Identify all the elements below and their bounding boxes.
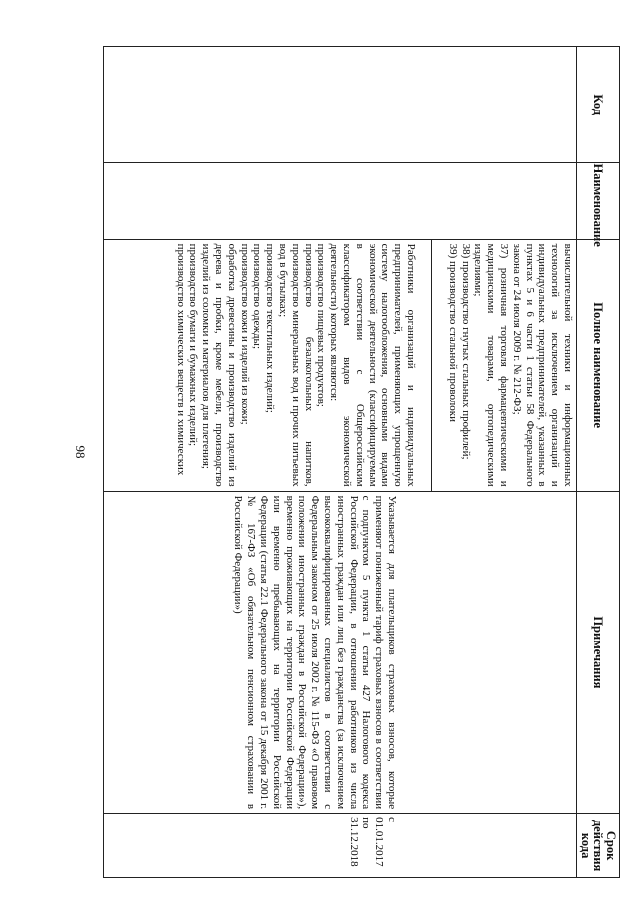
cell-validity [104, 814, 577, 878]
row-divider [431, 240, 432, 491]
full-name-text: производство кожи и изделий из кожи; [238, 243, 251, 425]
cell-full-name [104, 239, 577, 491]
full-name-text: производство безалкогольных напитков, производство минеральных вод и прочих питьевых вод в бутылках; [277, 243, 315, 487]
full-name-text: производство одежды; [251, 243, 264, 350]
header-code: Код [577, 47, 620, 163]
codes-table [103, 46, 620, 878]
full-name-text: производство текстильных изделий; [264, 243, 277, 413]
cell-notes [104, 491, 577, 814]
validity-from: с 01.01.2017 [373, 817, 398, 867]
full-name-text: вычислительной техники и информационных технологий за исключением организаций и индивидуальных предпринимателей, указанных в пунктах 5 и 6 части 1 статьи 58 Федерального закона от 24 июля 2009 г. № 212-ФЗ; [510, 243, 574, 487]
full-name-text: 37) розничная торговля фармацевтическими и медицинскими товарами, ортопедическими изделиями; [472, 243, 511, 487]
cell-name [104, 163, 577, 239]
header-full-name: Полное наименование [577, 239, 620, 491]
full-name-text: обработка древесины и производство изделий из дерева и пробки, кроме мебели, производство изделий из соломки и материалов для плетения; [200, 243, 238, 487]
full-name-text: производство пищевых продуктов; [315, 243, 328, 407]
header-notes: Примечания [577, 491, 620, 814]
page-number: 98 [73, 445, 88, 459]
full-name-text: производство бумаги и бумажных изделий; [187, 243, 200, 447]
note-text: Указывается для плательщиков страховых взносов, которые применяют пониженный тариф страховых взносов в соответствии с подпунктом 5 пункта 1 статьи 427 Налогового кодекса Российской Федерации, в отношении работников из числа иностранных граждан или лиц без гражданства (за исключением высококвалифицированных специалистов в соответствии с Федеральным законом от 25 июля 2002 г. № 115-ФЗ «О правовом положении иностранных граждан в Российской Федерации»), временно проживающих на территории Российской Федерации или временно пребывающих на территории Российской Федерации (статья 22.1 Федерального закона от 15 декабря 2001 г. № 167-ФЗ «Об обязательном пенсионном страховании в Российской Федерации») [232, 495, 398, 810]
cell-code [104, 47, 577, 163]
full-name-text: Работники организаций и индивидуальных предпринимателей, применяющих упрощенную систему налогообложения, основными видами экономической деятельности (классифицируемым в соответствии с Общероссийским классификатором видов экономической деятельности) которых являются: [328, 243, 418, 487]
full-name-text: 38) производство гнутых стальных профилей; [459, 243, 472, 460]
rotated-document [103, 46, 620, 878]
full-name-text: 39) производство стальной проволоки [446, 243, 459, 423]
table-header-row [577, 47, 620, 878]
validity-to: по 31.12.2018 [347, 817, 373, 867]
header-name: Наименование [577, 163, 620, 239]
table-row [104, 47, 577, 878]
header-validity: Срок действия кода [577, 814, 620, 878]
full-name-text: производство химических веществ и химических [174, 243, 187, 476]
